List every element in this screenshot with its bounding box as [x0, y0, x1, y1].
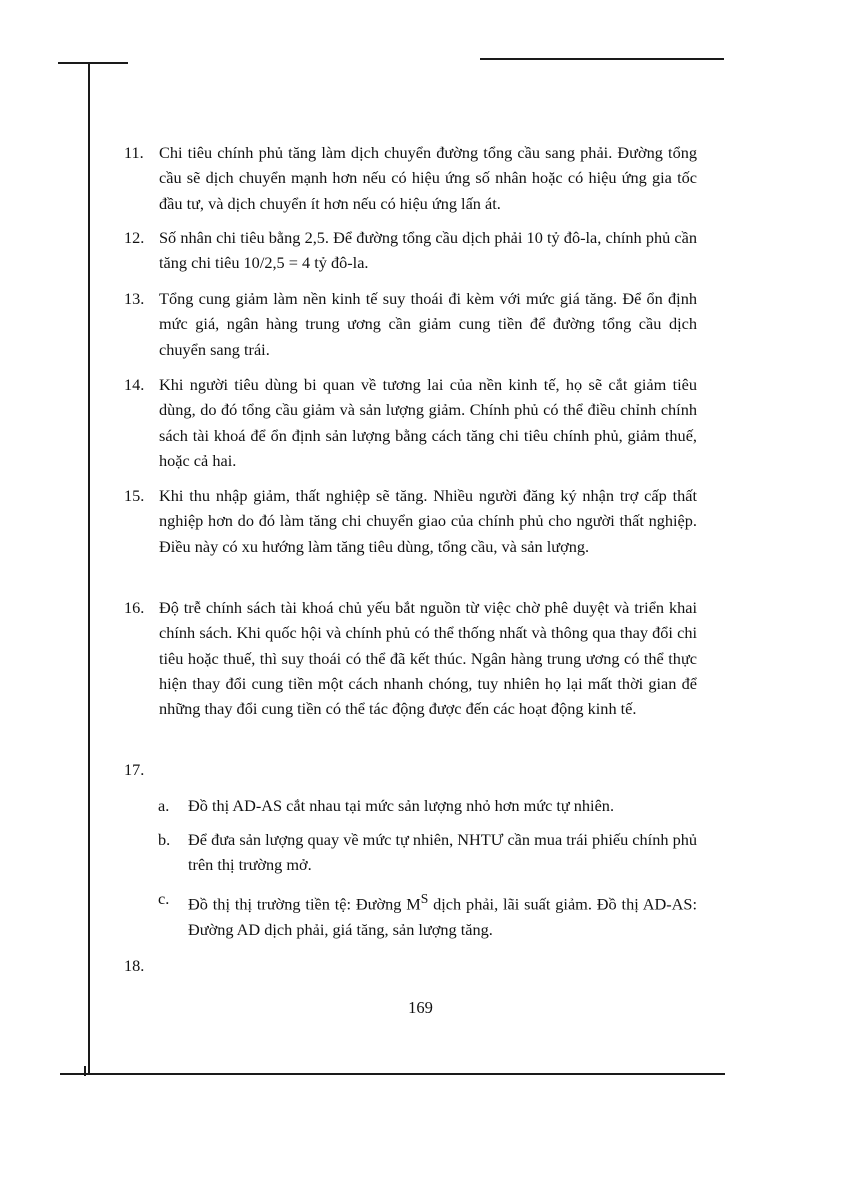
footer-corner-tick: [84, 1066, 86, 1076]
item-text: Số nhân chi tiêu bằng 2,5. Để đường tổng cầu dịch phải 10 tỷ đô-la, chính phủ cần tăng chi tiêu 10/2,5 = 4 tỷ đô-la.: [159, 228, 697, 273]
answer-item-11: [124, 140, 697, 216]
answer-item-16: [124, 595, 697, 721]
subitem-a: [158, 793, 697, 818]
item-number: 18.: [124, 956, 145, 975]
item-text: Khi thu nhập giảm, thất nghiệp sẽ tăng. Nhiều người đăng ký nhận trợ cấp thất nghiệp hơn do đó làm tăng chi chuyển giao của chính phủ cho người thất nghiệp. Điều này có xu hướng làm tăng tiêu dùng, tổng cầu, và sản lượng.: [159, 486, 697, 556]
subitem-text: Để đưa sản lượng quay về mức tự nhiên, NHTƯ cần mua trái phiếu chính phủ trên thị trường mở.: [188, 830, 697, 875]
item-number: 16.: [124, 598, 145, 617]
answer-item-12: [124, 225, 697, 276]
item-number: 12.: [124, 228, 145, 247]
supply-superscript: S: [420, 891, 429, 906]
header-rule: [480, 58, 724, 60]
left-corner-rule: [58, 62, 128, 64]
item-number: 13.: [124, 289, 145, 308]
item-text: Chi tiêu chính phủ tăng làm dịch chuyển đường tổng cầu sang phải. Đường tổng cầu sẽ dịch chuyển mạnh hơn nếu có hiệu ứng số nhân hoặc có hiệu ứng gia tốc đầu tư, và dịch chuyển ít hơn nếu có hiệu ứng lấn át.: [159, 143, 697, 213]
subitem-b: [158, 827, 697, 878]
subitem-c: [158, 886, 697, 942]
footer-rule: [60, 1073, 725, 1075]
item-number: 14.: [124, 375, 145, 394]
item-text: Khi người tiêu dùng bi quan về tương lai của nền kinh tế, họ sẽ cắt giảm tiêu dùng, do đó tổng cầu giảm và sản lượng giảm. Chính phủ có thể điều chỉnh chính sách tài khoá để ổn định sản lượng bằng cách tăng chi tiêu chính phủ, giảm thuế, hoặc cả hai.: [159, 375, 697, 470]
answer-item-14: [124, 372, 697, 473]
answer-item-15: [124, 483, 697, 559]
page-number: 169: [408, 998, 433, 1017]
subitem-text-after: dịch phải, lãi suất giảm. Đồ thị AD-AS: Đường AD dịch phải, giá tăng, sản lượng tăng.: [188, 894, 697, 939]
item-number: 15.: [124, 486, 145, 505]
left-margin-rule: [88, 62, 90, 1074]
answer-item-13: [124, 286, 697, 362]
item-text: Độ trễ chính sách tài khoá chủ yếu bắt nguồn từ việc chờ phê duyệt và triển khai chính sách. Khi quốc hội và chính phủ có thể thống nhất và thông qua thay đổi chi tiêu hoặc thuế, thì suy thoái có thể đã kết thúc. Ngân hàng trung ương có thể thực hiện thay đổi cung tiền một cách nhanh chóng, tuy nhiên họ lại mất thời gian để những thay đổi cung tiền có thể tác động được đến các hoạt động kinh tế.: [159, 598, 697, 719]
item-number: 11.: [124, 143, 144, 162]
subitem-text: [188, 886, 697, 942]
subitem-letter: b.: [158, 830, 171, 849]
subitem-letter: c.: [158, 889, 170, 908]
subitem-text: Đồ thị AD-AS cắt nhau tại mức sản lượng nhỏ hơn mức tự nhiên.: [188, 796, 615, 815]
item-number: 17.: [124, 760, 145, 779]
item-text: Tổng cung giảm làm nền kinh tế suy thoái đi kèm với mức giá tăng. Để ổn định mức giá, ngân hàng trung ương cần giảm cung tiền để đường tổng cầu dịch chuyển sang trái.: [159, 289, 697, 359]
subitem-text-before: Đồ thị thị trường tiền tệ: Đường M: [188, 894, 421, 914]
subitem-letter: a.: [158, 796, 170, 815]
